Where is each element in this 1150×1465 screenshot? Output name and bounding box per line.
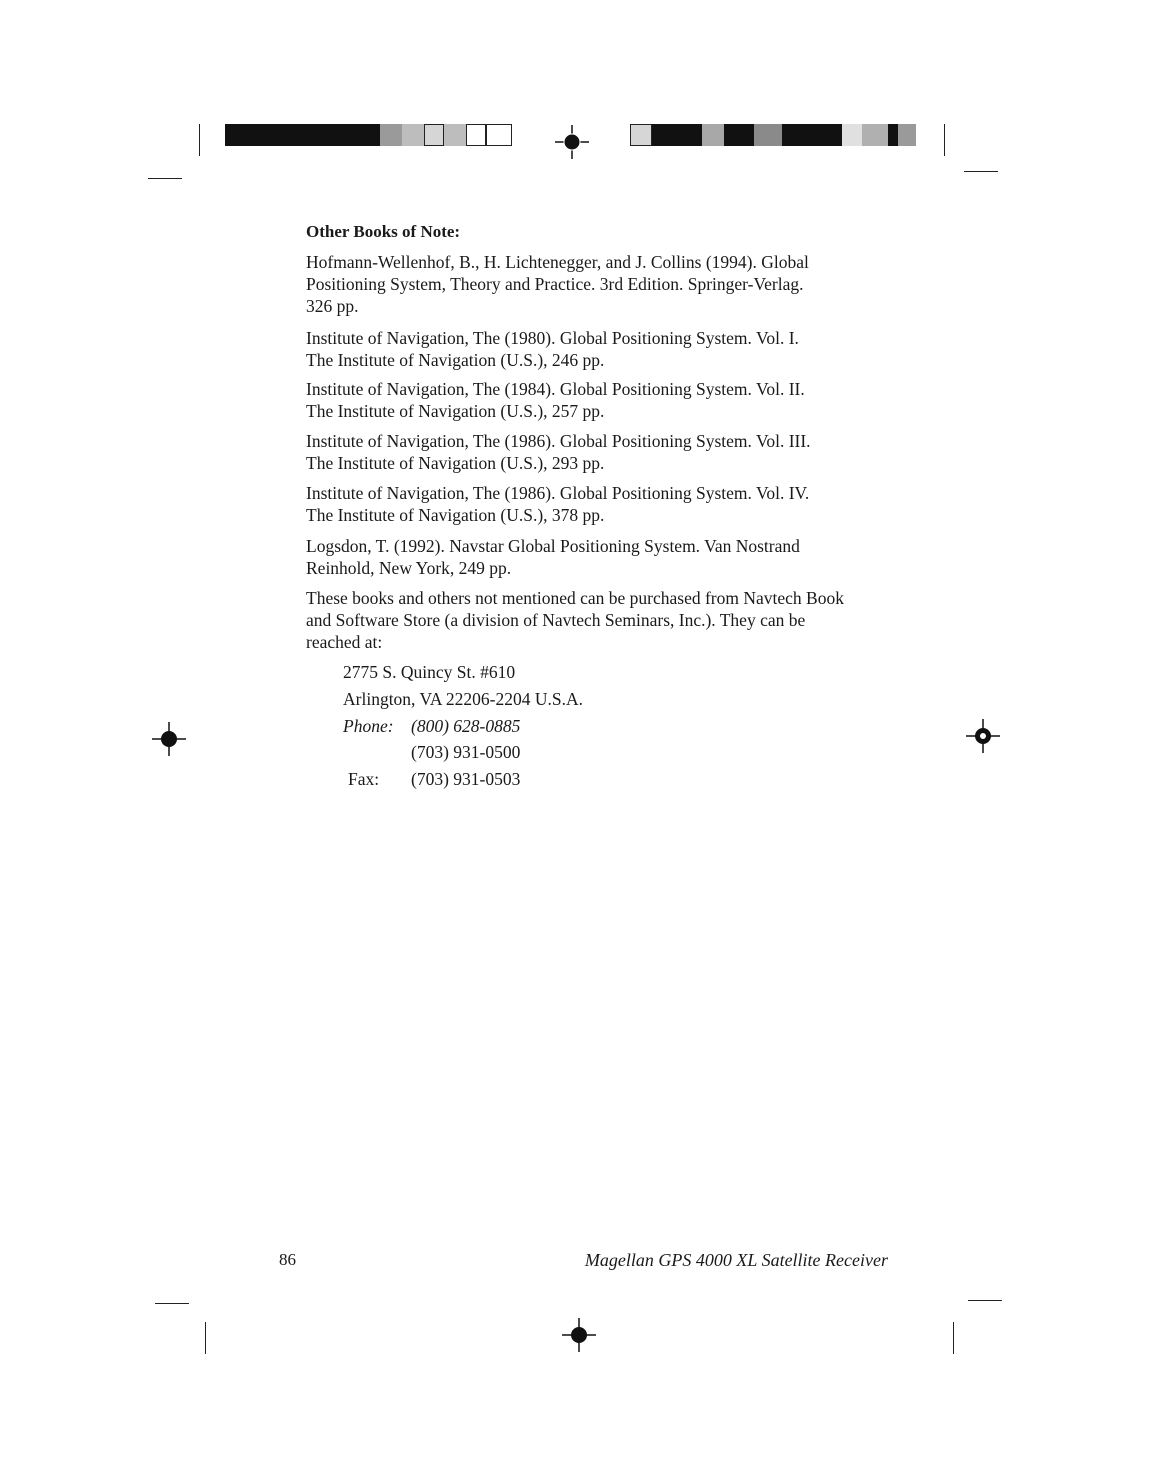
crop-mark-bottom-right [953, 1322, 954, 1354]
reference-entry [306, 430, 886, 474]
crop-mark-top-left [199, 124, 200, 156]
reference-line: Logsdon, T. (1992). Navstar Global Positioning System. Van Nostrand [306, 536, 800, 556]
reference-line: Institute of Navigation, The (1980). Global Positioning System. Vol. I. [306, 328, 799, 348]
reference-line: The Institute of Navigation (U.S.), 378 pp. [306, 505, 605, 525]
purchase-note-line: These books and others not mentioned can be purchased from Navtech Book [306, 588, 844, 608]
reference-entry [306, 482, 886, 526]
address-street: 2775 S. Quincy St. #610 [343, 662, 516, 682]
reference-entry [306, 378, 886, 422]
fax-label: Fax: [348, 769, 380, 789]
crop-mark-bottom-left [205, 1322, 206, 1354]
reference-line: Institute of Navigation, The (1986). Global Positioning System. Vol. III. [306, 431, 811, 451]
fax-number: (703) 931-0503 [411, 769, 521, 789]
reference-line: The Institute of Navigation (U.S.), 293 pp. [306, 453, 605, 473]
registration-target-icon [555, 125, 589, 159]
crop-mark-top-right-h [964, 171, 998, 172]
crop-mark-top-left-h [148, 178, 182, 179]
reference-line: Institute of Navigation, The (1986). Global Positioning System. Vol. IV. [306, 483, 810, 503]
registration-target-icon [966, 719, 1000, 753]
reference-line: The Institute of Navigation (U.S.), 246 pp. [306, 350, 605, 370]
color-bar-right [630, 124, 916, 146]
reference-entry [306, 251, 886, 317]
reference-line: Institute of Navigation, The (1984). Global Positioning System. Vol. II. [306, 379, 805, 399]
reference-entry [306, 535, 886, 579]
reference-line: The Institute of Navigation (U.S.), 257 pp. [306, 401, 605, 421]
running-title: Magellan GPS 4000 XL Satellite Receiver [584, 1250, 888, 1270]
reference-entry [306, 327, 886, 371]
registration-target-icon [152, 722, 186, 756]
purchase-note-line: reached at: [306, 632, 383, 652]
phone-number-2: (703) 931-0500 [411, 742, 521, 762]
address-city: Arlington, VA 22206-2204 U.S.A. [343, 689, 584, 709]
page-number: 86 [279, 1250, 296, 1269]
color-bar-left [225, 124, 512, 146]
crop-mark-bottom-right-h [968, 1300, 1002, 1301]
crop-mark-bottom-left-h [155, 1303, 189, 1304]
registration-target-icon [562, 1318, 596, 1352]
purchase-note-line: and Software Store (a division of Navtech Seminars, Inc.). They can be [306, 610, 806, 630]
phone-label: Phone: [343, 716, 394, 736]
crop-mark-top-right [944, 124, 945, 156]
reference-line: Reinhold, New York, 249 pp. [306, 558, 512, 578]
reference-line: 326 pp. [306, 296, 359, 316]
phone-number-1: (800) 628-0885 [411, 716, 521, 736]
section-heading: Other Books of Note: [306, 222, 461, 241]
purchase-note [306, 587, 886, 653]
reference-line: Positioning System, Theory and Practice. 3rd Edition. Springer-Verlag. [306, 274, 804, 294]
reference-line: Hofmann-Wellenhof, B., H. Lichtenegger, and J. Collins (1994). Global [306, 252, 809, 272]
